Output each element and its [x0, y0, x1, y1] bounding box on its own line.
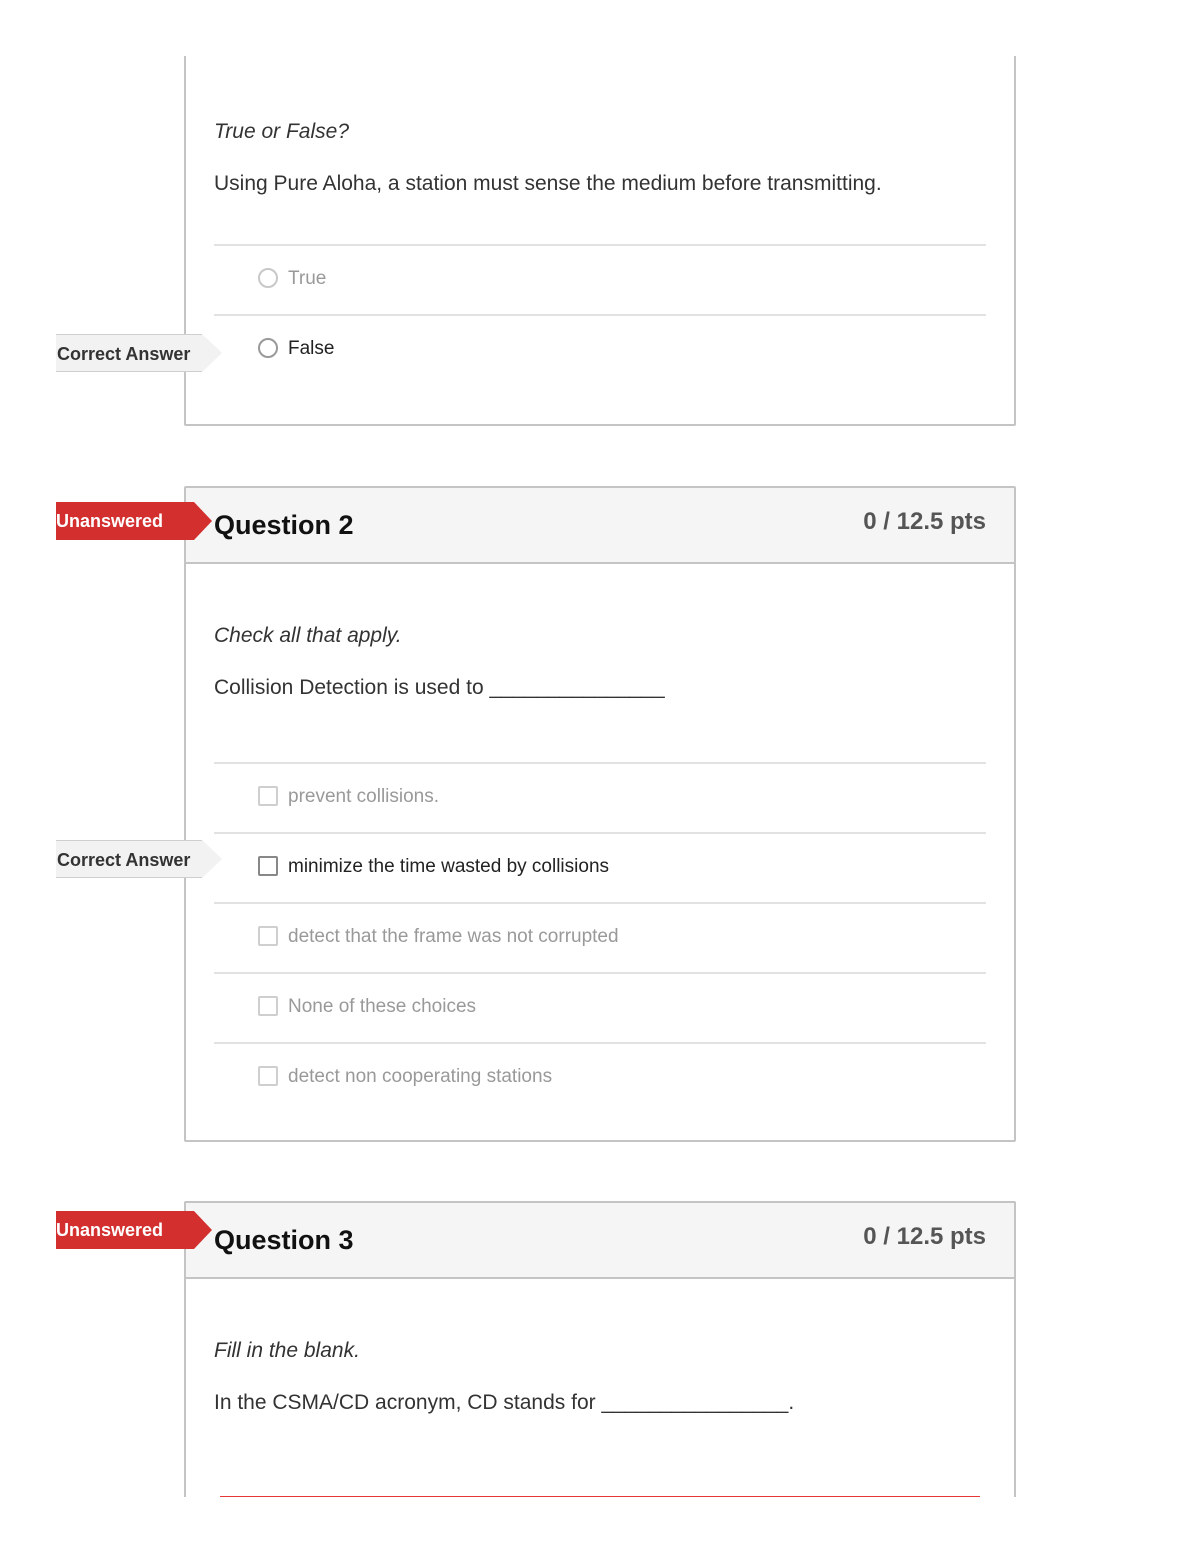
question-text: Collision Detection is used to _______________: [214, 676, 665, 699]
correct-answer-tag: Correct Answer: [56, 334, 202, 372]
checkbox[interactable]: [258, 1066, 278, 1086]
answer-option[interactable]: [214, 902, 986, 972]
answer-option[interactable]: [214, 1042, 986, 1112]
unanswered-tag: Unanswered: [56, 502, 194, 540]
question-title: Question 3: [214, 1225, 354, 1255]
checkbox[interactable]: [258, 856, 278, 876]
question-header: [186, 488, 1014, 564]
answer-label: prevent collisions.: [288, 786, 440, 807]
question-body: [214, 1339, 986, 1415]
answer-label: False: [288, 338, 335, 359]
radio-button[interactable]: [258, 268, 278, 288]
question-body: [214, 624, 986, 700]
question-title: Question 2: [214, 510, 354, 540]
answer-option[interactable]: [214, 762, 986, 832]
answer-option[interactable]: [214, 832, 986, 902]
question-instruction: True or False?: [214, 120, 349, 143]
correct-answer-tag: Correct Answer: [56, 840, 202, 878]
answer-option-false[interactable]: [214, 314, 986, 384]
checkbox[interactable]: [258, 926, 278, 946]
radio-button[interactable]: [258, 338, 278, 358]
answer-option[interactable]: [214, 972, 986, 1042]
answer-label: detect that the frame was not corrupted: [288, 926, 619, 947]
answer-label: minimize the time wasted by collisions: [288, 856, 610, 877]
question-header: [186, 1203, 1014, 1279]
question-body: [214, 120, 986, 196]
answer-underline: [220, 1496, 980, 1497]
checkbox[interactable]: [258, 996, 278, 1016]
answer-option-true[interactable]: [214, 244, 986, 314]
answer-label: True: [288, 268, 327, 289]
question-card-3: [184, 1201, 1016, 1497]
question-instruction: Fill in the blank.: [214, 1339, 360, 1362]
question-instruction: Check all that apply.: [214, 624, 402, 647]
question-text: In the CSMA/CD acronym, CD stands for ________________.: [214, 1391, 795, 1414]
answer-list: [214, 762, 986, 1112]
quiz-results-viewport: [56, 56, 1144, 1497]
answer-label: detect non cooperating stations: [288, 1066, 553, 1087]
question-points: 0 / 12.5 pts: [863, 508, 986, 535]
question-points: 0 / 12.5 pts: [863, 1223, 986, 1250]
answer-label: None of these choices: [288, 996, 477, 1017]
question-card-1: [184, 56, 1016, 426]
question-card-2: [184, 486, 1016, 1142]
checkbox[interactable]: [258, 786, 278, 806]
question-text: Using Pure Aloha, a station must sense the medium before transmitting.: [214, 172, 882, 195]
answer-list: [214, 244, 986, 384]
unanswered-tag: Unanswered: [56, 1211, 194, 1249]
